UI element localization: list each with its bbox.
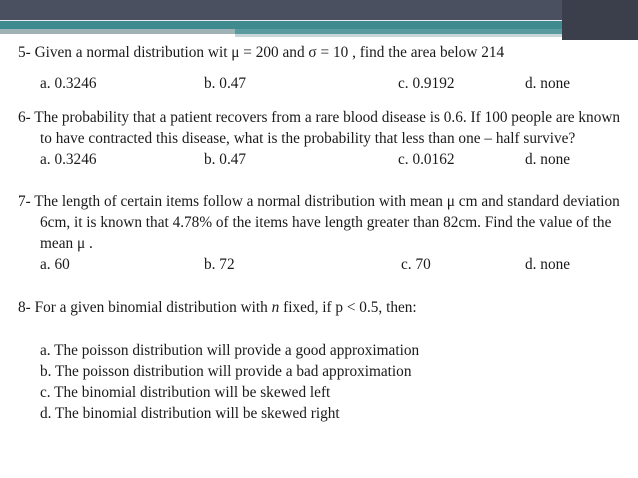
question-8-option-d: d. The binomial distribution will be skewed right — [40, 405, 340, 422]
header-band-dark — [0, 0, 638, 21]
header-band-light — [235, 34, 562, 37]
question-5-option-c: c. 0.9192 — [398, 75, 455, 92]
spacer — [18, 170, 628, 191]
question-6-options — [18, 149, 628, 170]
header-band-teal — [0, 21, 562, 29]
question-5-option-d: d. none — [525, 75, 571, 92]
question-7-option-a: a. 60 — [40, 256, 70, 273]
question-5-option-a: a. 0.3246 — [40, 75, 97, 92]
question-8 — [18, 297, 628, 424]
question-list — [18, 40, 628, 424]
spacer — [18, 94, 628, 107]
question-6 — [18, 107, 628, 170]
question-6-stem: 6- The probability that a patient recovers from a rare blood disease is 0.6. If 100 people are known to have contracted this disease, what is the probability that less than one – half survive? — [18, 109, 621, 147]
header-corner-block — [562, 0, 638, 40]
question-8-stem-prefix: 8- For a given binomial distribution with — [18, 299, 272, 316]
slide-header-decoration — [0, 0, 638, 44]
question-7-option-c: c. 70 — [401, 256, 431, 273]
spacer — [18, 275, 628, 297]
question-8-stem-suffix: fixed, if p < 0.5, then: — [279, 299, 417, 316]
question-5-option-b: b. 0.47 — [204, 75, 247, 92]
question-5 — [18, 42, 628, 94]
question-7-option-b: b. 72 — [204, 256, 235, 273]
question-6-option-b: b. 0.47 — [204, 151, 247, 168]
spacer — [18, 318, 628, 340]
question-6-option-d: d. none — [525, 151, 571, 168]
question-7-options — [18, 254, 628, 275]
header-band-gray — [0, 29, 235, 34]
question-7 — [18, 191, 628, 275]
question-8-option-b: b. The poisson distribution will provide a bad approximation — [40, 363, 412, 380]
question-5-stem: 5- Given a normal distribution wit μ = 200 and σ = 10 , find the area below 214 — [18, 44, 505, 61]
question-6-option-a: a. 0.3246 — [40, 151, 97, 168]
question-7-stem: 7- The length of certain items follow a normal distribution with mean μ cm and standard deviation 6cm, it is known that 4.78% of the items have length greater than 82cm. Find the value of the mean μ . — [18, 193, 620, 252]
question-8-stem — [18, 297, 628, 318]
question-7-option-d: d. none — [525, 256, 571, 273]
question-8-stem-variable: n — [271, 299, 280, 316]
question-6-option-c: c. 0.0162 — [398, 151, 455, 168]
question-8-option-a: a. The poisson distribution will provide a good approximation — [40, 342, 420, 359]
question-5-options — [18, 73, 628, 94]
question-8-option-c: c. The binomial distribution will be skewed left — [40, 384, 331, 401]
